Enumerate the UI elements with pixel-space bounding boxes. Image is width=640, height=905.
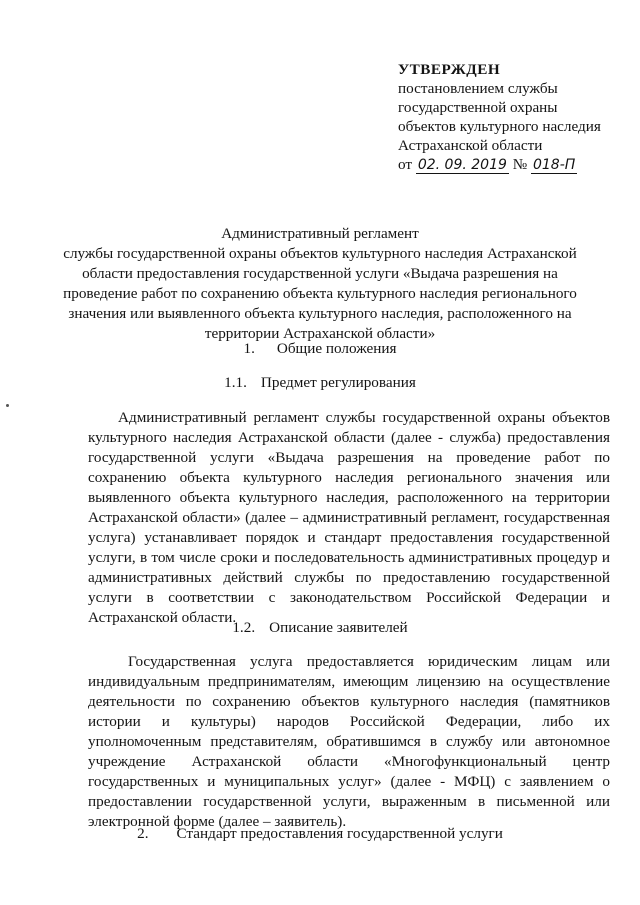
- text-line: выявленного объекта культурного наследия, расположенного на территории: [88, 489, 610, 506]
- approval-heading: УТВЕРЖДЕН: [398, 61, 501, 78]
- text-line: сохранению объекта культурного наследия регионального значения или: [88, 469, 610, 486]
- handwritten-date: 02. 09. 2019: [417, 157, 507, 173]
- title-line: Административный регламент: [221, 225, 419, 242]
- title-line: значения или выявленного объекта культурного наследия, расположенного на: [68, 305, 572, 322]
- section-title: Стандарт предоставления государственной услуги: [176, 825, 503, 842]
- text-line: индивидуальным предпринимателям, имеющим лицензию на осуществление: [88, 673, 610, 690]
- number-sign: №: [512, 156, 528, 173]
- text-line: истории и культуры) народов Российской Федерации, либо их: [88, 713, 610, 730]
- text-line: Астраханской области.: [88, 609, 237, 626]
- scan-speck: [6, 404, 9, 407]
- text-line: услуга) устанавливает порядок и стандарт предоставления государственной: [88, 529, 610, 546]
- text-line: Астраханской области» (далее – административный регламент, государственная: [88, 509, 610, 526]
- text-line: услуги в соответствии с законодательством Российской Федерации и: [88, 589, 610, 606]
- approval-block: [398, 60, 601, 174]
- section-number: 1.: [243, 340, 255, 357]
- text-line: Государственная услуга предоставляется юридическим лицам или: [128, 653, 610, 670]
- document-title: [0, 224, 640, 344]
- section-number: 1.2.: [232, 619, 256, 636]
- section-heading-1: [0, 340, 640, 358]
- text-line: услуги, в том числе сроки и последовательность административных процедур и: [88, 549, 610, 566]
- title-line: территории Астраханской области»: [204, 325, 436, 342]
- handwritten-number: 018-П: [532, 157, 576, 173]
- title-line: области предоставления государственной услуги «Выдача разрешения на: [82, 265, 558, 282]
- approval-line: объектов культурного наследия: [398, 118, 601, 135]
- section-number: 1.1.: [224, 374, 247, 391]
- text-line: государственных и муниципальных услуг» (далее - МФЦ) с заявлением о: [88, 773, 610, 790]
- approval-line: постановлением службы: [398, 80, 558, 97]
- title-line: проведение работ по сохранению объекта культурного наследия регионального: [63, 285, 577, 302]
- section-title: Предмет регулирования: [260, 374, 416, 391]
- text-line: предоставлении государственной услуги, выраженным в письменной или: [88, 793, 610, 810]
- text-line: культурного наследия Астраханской области (далее - служба) предоставления: [88, 429, 610, 446]
- text-line: уполномоченным представителям, обратившимся в службу или автономное: [88, 733, 610, 750]
- section-title: Описание заявителей: [269, 619, 408, 636]
- approval-line: государственной охраны: [398, 99, 558, 116]
- title-line: службы государственной охраны объектов культурного наследия Астраханской: [63, 245, 577, 262]
- section-number: 2.: [137, 825, 149, 842]
- section-heading-1-1: [0, 374, 640, 392]
- date-prefix: от: [398, 156, 413, 173]
- approval-date-line: [398, 155, 601, 174]
- paragraph-subject: [88, 408, 610, 628]
- text-line: деятельности по сохранению объектов культурного наследия (памятников: [88, 693, 610, 710]
- section-title: Общие положения: [276, 340, 397, 357]
- paragraph-applicants: [88, 652, 610, 832]
- text-line: электронной форме (далее – заявитель).: [88, 813, 347, 830]
- section-heading-1-2: [0, 619, 640, 637]
- text-line: учреждение Астраханской области «Многофункциональный центр: [88, 753, 610, 770]
- approval-line: Астраханской области: [398, 137, 543, 154]
- text-line: Административный регламент службы государственной охраны объектов: [118, 409, 610, 426]
- section-heading-2: [0, 825, 640, 843]
- text-line: государственной услуги «Выдача разрешения на проведение работ по: [88, 449, 610, 466]
- text-line: административных действий службы по предоставлению государственной: [88, 569, 610, 586]
